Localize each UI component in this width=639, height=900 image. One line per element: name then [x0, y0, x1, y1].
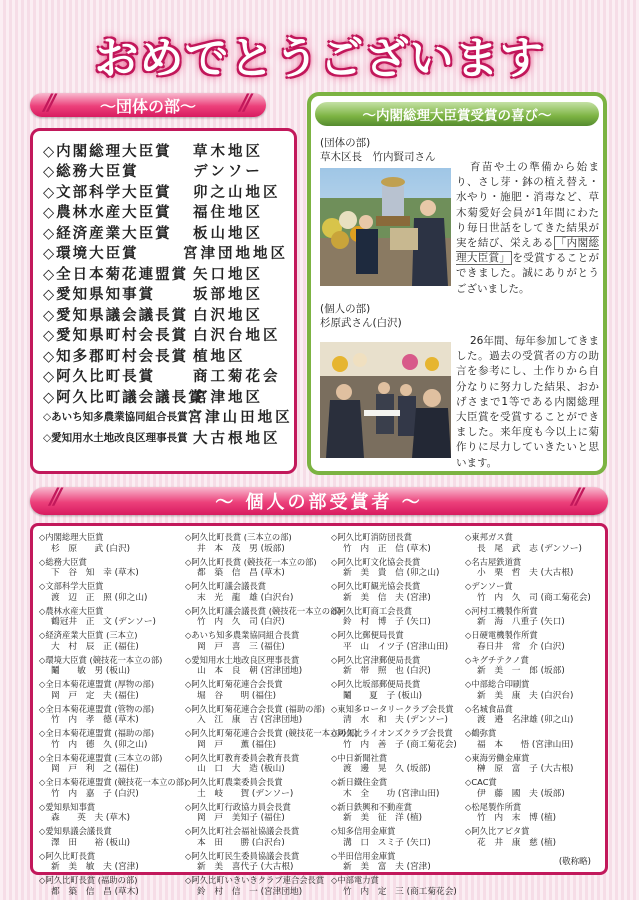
individual-award-entry	[39, 581, 179, 606]
recipient-name: 福 本 悟 (宮津山田)	[477, 739, 574, 750]
individual-award-entry	[331, 532, 471, 557]
award-title: ◇阿久比郵便局長賞	[331, 630, 404, 640]
recipient-name: 竹 内 久 司 (商工菊花会)	[477, 592, 591, 603]
group-award-row	[43, 284, 288, 305]
group-award-prize: ◇愛知県知事賞	[43, 287, 156, 304]
group-award-row	[43, 161, 288, 182]
award-title: ◇新日鐵住金賞	[331, 777, 388, 787]
recipient-name: 竹 内 末 博 (植)	[477, 813, 557, 824]
recipient-name: 新 美 信 夫 (宮津)	[343, 592, 431, 603]
individual-award-entry	[185, 557, 325, 582]
individual-award-entry	[331, 802, 471, 827]
award-title: ◇新日鉄興和不動産賞	[331, 801, 413, 812]
prime-minister-award-panel	[307, 92, 607, 475]
award-title: ◇キグチテクノ賞	[465, 654, 529, 665]
award-title: ◇阿久比町商工会長賞	[331, 605, 413, 616]
pm-group-comment-highlight: 「内閣総理大臣賞」	[456, 237, 599, 265]
recipient-name: 鬮 敏 男 (板山)	[51, 666, 131, 677]
group-award-region: 矢口地区	[193, 266, 263, 283]
recipient-name: 土 岐 賀 (デンソー)	[197, 788, 294, 799]
recipient-name: 清 水 和 夫 (デンソー)	[343, 715, 448, 726]
recipient-name: 竹 内 孝 德 (草木)	[51, 715, 139, 726]
individual-award-entry	[39, 704, 179, 729]
award-title: ◇阿久比町菊花連合会長賞	[185, 679, 283, 689]
pm-group-comment	[456, 160, 599, 297]
individual-awards-table	[30, 523, 608, 897]
group-award-prize: ◇愛知県議会議長賞	[43, 307, 189, 324]
recipient-name: 渡 辺 正 照 (卯之山)	[51, 592, 148, 603]
group-award-prize: ◇阿久比町長賞	[43, 369, 156, 386]
recipient-name: 小 栗 哲 夫 (大古根)	[477, 568, 574, 579]
award-title: ◇中日新聞社賞	[331, 752, 388, 763]
award-title: ◇全日本菊花連盟賞 (三本立の部)	[39, 752, 163, 763]
group-winner-photo	[320, 168, 451, 286]
individual-award-entry	[185, 581, 325, 606]
award-title: ◇阿久比町長賞 (三本立の部)	[185, 532, 292, 542]
recipient-name: 鬮 夏 子 (板山)	[343, 690, 423, 701]
individual-award-entry	[185, 851, 325, 876]
award-column	[465, 532, 605, 851]
group-award-region: 福住地区	[193, 205, 263, 222]
award-title: ◇阿久比町いきいきクラブ連合会長賞	[185, 875, 325, 885]
award-title: ◇東邦ガス賞	[465, 532, 513, 542]
individual-award-entry	[39, 851, 179, 876]
recipient-name: 竹 内 善 子 (商工菊花会)	[343, 739, 457, 750]
award-title: ◇阿久比町長賞 (福助の部)	[39, 875, 138, 885]
award-title: ◇阿久比ライオンズクラブ会長賞	[331, 728, 453, 738]
individual-award-entry	[331, 704, 471, 729]
group-award-row	[43, 345, 288, 366]
recipient-name: 鈴 村 信 一 (宮津団地)	[197, 886, 303, 897]
recipient-name: 堀 谷 明 (福住)	[197, 690, 277, 701]
award-title: ◇阿久比町行政協力員会長賞	[185, 801, 291, 812]
individual-winner-photo	[320, 342, 451, 458]
award-title: ◇河村工機製作所賞	[465, 605, 538, 616]
group-award-row	[43, 263, 288, 284]
group-award-row	[43, 181, 288, 202]
individual-award-entry	[465, 606, 605, 631]
recipient-name: 森 英 夫 (草木)	[51, 813, 131, 824]
recipient-name: 都 築 信 昌 (草木)	[51, 886, 139, 897]
recipient-name: 都 築 信 昌 (草木)	[197, 568, 285, 579]
group-award-prize: ◇文部科学大臣賞	[43, 184, 172, 201]
individual-award-entry	[331, 655, 471, 680]
individual-award-entry	[465, 655, 605, 680]
pm-ind-caption-category: (個人の部)	[320, 303, 371, 315]
pm-group-caption-category: (団体の部)	[320, 137, 371, 149]
award-title: ◇全日本菊花連盟賞 (競技花一本立の部)	[39, 777, 188, 787]
award-title: ◇名城食品賞	[465, 703, 513, 714]
group-award-row	[43, 140, 288, 161]
recipient-name: 鈴 村 博 子 (矢口)	[343, 617, 431, 628]
individual-award-entry	[185, 753, 325, 778]
pm-individual-comment: 26年間、毎年参加してきました。過去の受賞者の方の助言を参考にし、土作りから自分なりに努力した結果、おかげさまで1等である内閣総理大臣賞を受賞することができました。来年度も今以上に菊作りに尽力していきたいと思います。	[456, 335, 599, 469]
group-award-region: 商工菊花会	[193, 369, 281, 386]
group-award-row	[43, 202, 288, 223]
group-award-row	[43, 222, 288, 243]
recipient-name: 岡 戸 美知子 (福住)	[197, 813, 285, 824]
individual-award-entry	[185, 679, 325, 704]
individual-award-entry	[39, 753, 179, 778]
pm-panel-heading: ～内閣総理大臣賞受賞の喜び～	[315, 102, 599, 126]
award-title: ◇東海労働金庫賞	[465, 752, 530, 763]
recipient-name: 新 美 富 夫 (宮津)	[343, 862, 431, 873]
award-title: ◇阿久比町民生委員協議会長賞	[185, 850, 300, 861]
group-award-region: 白沢台地区	[193, 328, 281, 345]
award-title: ◇環境大臣賞 (競技花一本立の部)	[39, 654, 163, 665]
recipient-name: 末 光 龍 雄 (白沢台)	[197, 592, 294, 603]
individual-award-entry	[331, 826, 471, 851]
individual-award-entry	[185, 605, 342, 631]
individual-award-entry	[465, 802, 605, 827]
award-title: ◇CAC賞	[465, 777, 497, 787]
award-title: ◇阿久比町消防団長賞	[331, 532, 413, 542]
individual-award-entry	[331, 679, 471, 704]
individual-award-entry	[185, 728, 359, 753]
group-award-prize: ◇総務大臣賞	[43, 164, 139, 181]
recipient-name: 新 美 貴 信 (卯之山)	[343, 568, 440, 579]
award-title: ◇全日本菊花連盟賞 (厚物の部)	[39, 679, 155, 689]
recipient-name: 岡 戸 利 之 (福住)	[51, 764, 139, 775]
individual-award-entry	[465, 630, 605, 655]
individual-award-entry	[39, 655, 179, 680]
award-title: ◇名古屋鉄道賞	[465, 556, 522, 567]
group-award-prize: ◇知多郡町村会長賞	[43, 348, 189, 365]
award-title: ◇東知多ロータリークラブ会長賞	[331, 703, 454, 714]
award-title: ◇阿久比町農業委員会長賞	[185, 777, 283, 787]
group-award-row	[43, 366, 288, 387]
recipient-name: 岡 戸 薫 (福住)	[197, 739, 277, 750]
award-title: ◇阿久比町議会議長賞 (競技花一本立の部)	[185, 605, 342, 616]
individual-award-entry	[465, 557, 605, 582]
recipient-name: 渡 邉 名津雄 (卯之山)	[477, 715, 574, 726]
award-title: ◇愛知県議会議長賞	[39, 826, 112, 836]
award-title: ◇阿久比町教育委員会教育長賞	[185, 752, 300, 763]
group-award-region: 坂部地区	[193, 287, 263, 304]
individual-award-entry	[465, 777, 605, 802]
group-award-region: 大古根地区	[193, 430, 281, 447]
award-title: ◇文部科学大臣賞	[39, 581, 104, 591]
pm-individual-caption	[320, 302, 402, 330]
group-award-prize: ◇あいち知多農業協同組合長賞	[43, 411, 188, 424]
individual-award-entry	[39, 728, 179, 753]
recipient-name: 溝 口 スミ子 (矢口)	[343, 837, 431, 848]
group-section-heading	[30, 93, 266, 117]
individual-award-entry	[465, 679, 605, 704]
recipient-name: 竹 内 德 久 (卯之山)	[51, 739, 148, 750]
group-award-region: 白沢地区	[193, 307, 263, 324]
award-title: ◇日硬電機製作所賞	[465, 630, 538, 640]
award-title: ◇愛知用水土地改良区理事長賞	[185, 654, 300, 665]
individual-award-entry	[185, 655, 325, 680]
recipient-name: 新 美 敏 夫 (宮津)	[51, 862, 139, 873]
individual-award-entry	[465, 826, 605, 851]
recipient-name: 鶴冠井 正 文 (デンソー)	[51, 617, 156, 628]
recipient-name: 杉 原 武 (白沢)	[51, 543, 131, 554]
pm-group-comment-part1: 育苗や土の準備から始まり、さし芽・鉢の植え替え・水やり・施肥・消毒など、草木菊愛好会員が1年間にわたり毎日世話をしてきた結果が実を結び、栄えある	[456, 161, 599, 250]
recipient-name: 榊 原 富 子 (大古根)	[477, 764, 574, 775]
individual-award-entry	[39, 557, 179, 582]
recipient-name: 春日井 常 介 (白沢)	[477, 641, 565, 652]
individual-award-entry	[185, 704, 325, 729]
award-title: ◇阿久比宮津郵便局長賞	[331, 654, 421, 665]
individual-award-entry	[185, 532, 325, 557]
recipient-name: 伊 藤 國 夫 (坂部)	[477, 788, 565, 799]
group-award-row	[43, 407, 293, 428]
page-title: おめでとうございます	[94, 33, 545, 84]
group-award-region: 宮津地区	[193, 389, 263, 406]
group-award-region: デンソー	[193, 164, 263, 181]
group-award-prize: ◇内閣総理大臣賞	[43, 143, 172, 160]
award-title: ◇中部電力賞	[331, 875, 379, 885]
individual-award-entry	[331, 777, 471, 802]
recipient-name: 山 口 大 造 (板山)	[197, 764, 285, 775]
slash-ornament-left: //	[50, 485, 59, 510]
award-title: ◇全日本菊花連盟賞 (福助の部)	[39, 728, 155, 738]
recipient-name: 岡 戸 定 夫 (福住)	[51, 690, 139, 701]
award-title: ◇阿久比町社会福祉協議会長賞	[185, 826, 300, 836]
individual-award-entry	[331, 728, 471, 753]
recipient-name: 入 江 康 吉 (宮津団地)	[197, 715, 303, 726]
recipient-name: 新 美 康 夫 (白沢台)	[477, 690, 574, 701]
award-title: ◇中部総合印刷賞	[465, 679, 530, 689]
award-title: ◇阿久比アピタ賞	[465, 826, 530, 836]
individual-award-entry	[331, 581, 471, 606]
recipient-name: 長 尾 武 志 (デンソー)	[477, 543, 582, 554]
group-award-prize: ◇愛知用水土地改良区理事長賞	[43, 431, 188, 444]
group-award-row	[43, 325, 288, 346]
individual-award-entry	[331, 606, 471, 631]
group-award-prize: ◇阿久比町議会議長賞	[43, 389, 205, 406]
individual-award-entry	[185, 875, 325, 900]
individual-award-entry	[185, 777, 325, 802]
award-title: ◇内閣総理大臣賞	[39, 532, 104, 542]
pm-ind-caption-name: 杉原武さん(白沢)	[320, 317, 402, 329]
group-award-region: 卯之山地区	[193, 184, 281, 201]
group-award-region: 板山地区	[193, 225, 263, 242]
recipient-name: 竹 内 久 司 (白沢)	[197, 617, 285, 628]
recipient-name: 新 美 征 洋 (植)	[343, 813, 423, 824]
recipient-name: 渡 邊 晃 久 (坂部)	[343, 764, 431, 775]
award-title: ◇阿久比町長賞	[39, 850, 96, 861]
individual-award-entry	[39, 679, 179, 704]
group-award-region: 宮津山田地区	[187, 410, 293, 427]
recipient-name: 井 本 茂 男 (坂部)	[197, 543, 285, 554]
individual-award-entry	[465, 581, 605, 606]
recipient-name: 大 村 辰 正 (福住)	[51, 641, 139, 652]
individual-award-entry	[185, 630, 325, 655]
group-award-prize: ◇経済産業大臣賞	[43, 225, 172, 242]
award-title: ◇あいち知多農業協同組合長賞	[185, 630, 300, 640]
group-award-row	[43, 386, 288, 407]
group-award-region: 植地区	[193, 348, 246, 365]
group-award-row	[43, 243, 288, 264]
award-title: ◇松尾製作所賞	[465, 801, 522, 812]
group-award-row	[43, 304, 288, 325]
pm-group-caption	[320, 136, 436, 164]
recipient-name: 新 海 八重子 (矢口)	[477, 617, 565, 628]
individual-award-entry	[39, 875, 179, 900]
individual-award-entry	[39, 777, 188, 802]
recipient-name: 岡 戸 喜 三 (福住)	[197, 641, 285, 652]
group-award-region: 宮津団地地区	[183, 246, 288, 263]
award-title: ◇知多信用金庫賞	[331, 826, 396, 836]
recipient-name: 新 帯 照 也 (白沢)	[343, 666, 431, 677]
group-award-region: 草木地区	[193, 143, 263, 160]
award-title: ◇デンソー賞	[465, 581, 513, 591]
individual-award-entry	[39, 532, 179, 557]
recipient-name: 下 谷 知 幸 (草木)	[51, 568, 139, 579]
recipient-name: 木 全 功 (宮津山田)	[343, 788, 440, 799]
award-title: ◇農林水産大臣賞	[39, 605, 104, 616]
award-column	[39, 532, 188, 900]
individual-award-entry	[39, 606, 179, 631]
pm-group-comment-part2: を受賞することができました。誠にありがとうございました。	[456, 252, 599, 295]
individual-award-entry	[331, 851, 471, 876]
individual-award-entry	[465, 728, 605, 753]
award-title: ◇阿久比町菊花連合会長賞 (福助の部)	[185, 703, 325, 714]
recipient-name: 竹 内 嘉 子 (白沢)	[51, 788, 139, 799]
recipient-name: 新 美 喜代子 (大古根)	[197, 862, 294, 873]
award-title: ◇愛知県知事賞	[39, 801, 96, 812]
award-title: ◇全日本菊花連盟賞 (管物の部)	[39, 703, 155, 714]
individual-award-entry	[185, 826, 325, 851]
award-title: ◇経済産業大臣賞 (三本立)	[39, 630, 138, 640]
group-award-row	[43, 427, 288, 448]
individual-section-heading	[30, 487, 608, 515]
individual-award-entry	[39, 630, 179, 655]
individual-award-entry	[331, 875, 471, 900]
group-awards-list	[30, 128, 297, 474]
individual-award-entry	[331, 557, 471, 582]
recipient-name: 平 山 イツ子 (宮津山田)	[343, 641, 449, 652]
award-title: ◇半田信用金庫賞	[331, 850, 396, 861]
individual-award-entry	[465, 753, 605, 778]
individual-award-entry	[39, 802, 179, 827]
award-title: ◇阿久比町観光協会長賞	[331, 581, 421, 591]
award-title: ◇総務大臣賞	[39, 556, 87, 567]
award-title: ◇阿久比坂部郵便局長賞	[331, 679, 421, 689]
group-heading-label: ～団体の部～	[99, 96, 196, 116]
individual-award-entry	[465, 704, 605, 729]
recipient-name: 花 井 康 慈 (植)	[477, 837, 557, 848]
award-title: ◇阿久比町文化協会長賞	[331, 556, 421, 567]
recipient-name: 山 本 良 朝 (宮津団地)	[197, 666, 303, 677]
honorifics-note: (敬称略)	[558, 857, 591, 867]
individual-award-entry	[39, 826, 179, 851]
individual-award-entry	[331, 630, 471, 655]
award-title: ◇鶴弥賞	[465, 728, 497, 738]
award-column	[331, 532, 471, 900]
recipient-name: 本 田 勝 (白沢台)	[197, 837, 285, 848]
pm-group-caption-name: 草木区長 竹内賢司さん	[320, 151, 436, 163]
award-title: ◇阿久比町菊花連合会長賞 (競技花一本立の部)	[185, 728, 359, 738]
group-award-prize: ◇農林水産大臣賞	[43, 205, 172, 222]
award-title: ◇阿久比町長賞 (競技花一本立の部)	[185, 556, 317, 567]
group-award-prize: ◇愛知県町村会長賞	[43, 328, 189, 345]
slash-ornament-right: //	[239, 91, 248, 116]
individual-award-entry	[465, 532, 605, 557]
individual-award-entry	[185, 802, 325, 827]
award-title: ◇阿久比町議会議長賞	[185, 581, 267, 591]
recipient-name: 竹 内 定 三 (商工菊花会)	[343, 886, 457, 897]
group-award-prize: ◇全日本菊花連盟賞	[43, 266, 189, 283]
individual-heading-label: ～ 個人の部受賞者 ～	[215, 492, 423, 513]
recipient-name: 新 美 一 郎 (坂部)	[477, 666, 565, 677]
recipient-name: 竹 内 正 信 (草木)	[343, 543, 431, 554]
slash-ornament-left: //	[44, 91, 53, 116]
group-award-prize: ◇環境大臣賞	[43, 246, 139, 263]
slash-ornament-right: //	[571, 485, 580, 510]
individual-award-entry	[331, 753, 471, 778]
recipient-name: 澤 田 裕 (板山)	[51, 837, 131, 848]
